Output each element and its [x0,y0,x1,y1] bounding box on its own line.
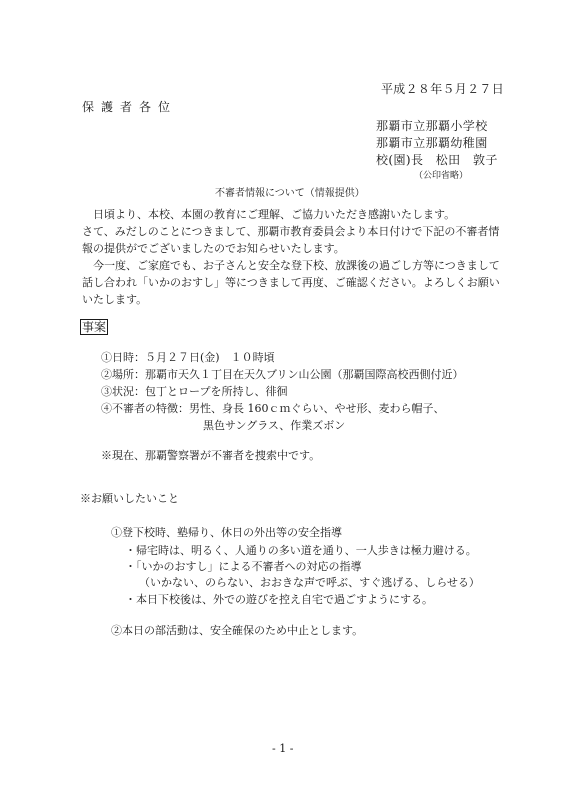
bullet-walk-safely: ・帰宅時は、明るく、人通りの多い道を通り、一人歩きは極力避ける。 [125,544,477,557]
incident-situation: ③状況：包丁とロープを所持し、徘徊 [101,385,288,398]
page-number: - 1 - [272,742,294,755]
purpose-paragraph: さて、みだしのことにつきまして、那覇市教育委員会より本日付けで下記の不審者情報の提供がでございましたのでお知らせいたします。 [82,225,500,255]
bullet-stay-home: ・本日下校後は、外での遊びを控え自宅で過ごすようにする。 [125,593,433,606]
sender-school: 那覇市立那覇小学校 [376,119,488,133]
recipient-line: 保護者各位 [82,100,178,114]
document-title: 不審者情報について（情報提供） [215,188,365,199]
bullet-ikanoosushi: ・「いかのおすし」による不審者への対応の指導 [125,560,362,573]
requests-heading: ※お願いしたいこと [80,492,179,505]
incident-datetime: ①日時：５月２７日(金) １０時頃 [101,351,275,364]
bullet-ikanoosushi-detail: （いかない、のらない、おおきな声で呼ぶ、すぐ逃げる、しらせる） [139,576,480,589]
document-date: 平成２８年５月２７日 [381,82,505,96]
request-paragraph: 今一度、ご家庭でも、お子さんと安全な登下校、放課後の過ごし方等につきまして話し合われ「いかのおすし」等につきまして再度、ご確認ください。よろしくお願いいたします。 [82,259,500,306]
request-club-cancelled: ②本日の部活動は、安全確保のため中止とします。 [111,624,364,637]
incident-location: ②場所：那覇市天久１丁目在天久ブリン山公園（那覇国際高校西側付近） [101,368,464,381]
incident-section-label: 事案 [82,320,107,334]
sender-kindergarten: 那覇市立那覇幼稚園 [376,136,488,150]
sender-principal: 校(園)長 松田 敦子 [376,153,498,167]
suspect-features: ④不審者の特徴：男性、身長 160ｃｍぐらい、やせ形、麦わら帽子、 [101,402,445,415]
greeting-paragraph: 日頃より、本校、本園の教育にご理解、ご協力いただき感謝いたします。 [82,208,456,221]
suspect-features-continued: 黒色サングラス、作業ズボン [203,419,346,432]
seal-omitted-note: （公印省略） [414,171,469,181]
request-safety-guidance: ①登下校時、塾帰り、休日の外出等の安全指導 [111,526,342,539]
police-search-note: ※現在、那覇警察署が不審者を捜索中です。 [101,449,321,462]
